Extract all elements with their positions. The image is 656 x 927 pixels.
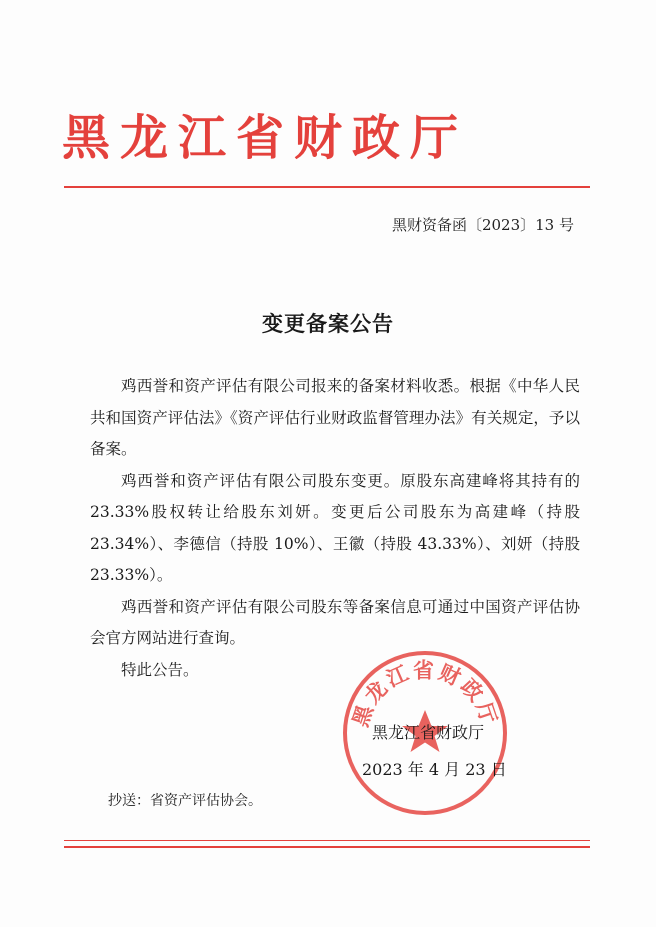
body-paragraph: 特此公告。	[121, 660, 199, 679]
notice-title: 变更备案公告	[262, 312, 394, 336]
body-paragraph: 鸡西誉和资产评估有限公司股东变更。原股东高建峰将其持有的 23.33%股权转让给股东刘妍。变更后公司股东为高建峰（持股 23.34%）、李德信（持股 10%）、王徽（持股 43.33%）、刘妍（持股 23.33%）。	[90, 471, 580, 584]
notice-body	[90, 371, 580, 686]
header-red-rule	[64, 186, 590, 188]
document-number: 黑财资备函〔2023〕13 号	[391, 216, 574, 234]
cc-line: 抄送：省资产评估协会。	[108, 793, 262, 809]
seal-arc-text: 黑龙江省财政厅	[348, 658, 502, 730]
body-paragraph: 鸡西誉和资产评估有限公司股东等备案信息可通过中国资产评估协会官方网站进行查询。	[90, 597, 580, 647]
signature-issuer: 黑龙江省财政厅	[372, 723, 485, 742]
signature-date: 2023 年 4 月 23 日	[362, 760, 507, 779]
footer-red-rule-bottom	[64, 846, 590, 848]
issuer-header-title: 黑龙江省财政厅	[62, 110, 469, 166]
footer-red-rule-top	[64, 840, 590, 841]
body-paragraph: 鸡西誉和资产评估有限公司报来的备案材料收悉。根据《中华人民共和国资产评估法》《资产评估行业财政监督管理办法》有关规定，予以备案。	[90, 377, 580, 458]
